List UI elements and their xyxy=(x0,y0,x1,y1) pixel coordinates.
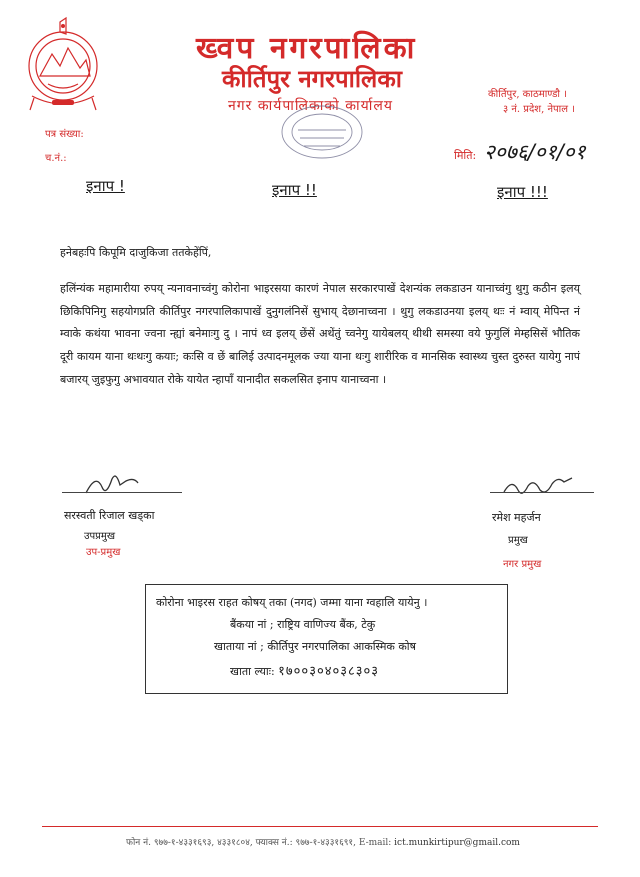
appeal-heading-1: इनाप ! xyxy=(86,177,125,195)
signature-line xyxy=(490,492,594,493)
account-number-label: खाता ल्याः: xyxy=(230,665,275,678)
letterhead-office: नगर कार्यपालिकाको कार्यालय xyxy=(228,98,393,114)
appeal-heading-2: इनाप !! xyxy=(272,181,317,199)
relief-appeal-line: कोरोना भाइरस राहत कोषय् तका (नगद) जम्मा याना ग्वहालि यायेनु । xyxy=(156,596,428,609)
signatory-role: प्रमुख xyxy=(508,535,528,546)
footer-contact xyxy=(126,835,520,848)
reference-number-label: पत्र संख्या: xyxy=(45,129,84,140)
date-value: २०७६/०१/०१ xyxy=(484,140,586,164)
greeting: हनेबहःपि किपूमि दाजुकिजा ततकेहेंपिं, xyxy=(60,246,212,259)
date-label: मिति: xyxy=(454,149,477,162)
address-line-1: कीर्तिपुर, काठमाण्डौ । xyxy=(488,89,567,100)
footer-email: ict.munkirtipur@gmail.com xyxy=(394,838,520,848)
office-stamp-icon xyxy=(262,100,382,164)
letterhead-title-nepali: कीर्तिपुर नगरपालिका xyxy=(222,65,402,93)
bank-name: बैंकया नां ; राष्ट्रिय वाणिज्य बैंक, टेकु xyxy=(230,618,376,631)
signature-deputy-mayor-icon xyxy=(78,467,148,503)
appeal-heading-3: इनाप !!! xyxy=(497,183,548,201)
footer-contact-text: फोन नं. ९७७-१-४३३१६९३, ४३३१८०४, फ्याक्स नं.: ९७७-१-४३३१६९१, E-mail: xyxy=(126,838,395,848)
account-number-row xyxy=(230,661,379,679)
dispatch-number-label: च.नं.: xyxy=(45,153,67,164)
nepal-emblem-icon xyxy=(22,14,104,114)
signatory-role: उपप्रमुख xyxy=(84,531,116,542)
footer-divider xyxy=(42,826,598,827)
address-line-2: ३ नं. प्रदेश, नेपाल । xyxy=(503,104,576,115)
signature-line xyxy=(62,492,182,493)
relief-fund-box xyxy=(145,584,508,694)
signatory-stamp-role: नगर प्रमुख xyxy=(503,559,542,570)
account-number: १७००३०४०३८३०३ xyxy=(278,664,380,679)
signature-mayor-icon xyxy=(498,470,578,504)
signatory-name: सरस्वती रिजाल खड्का xyxy=(64,509,155,522)
signatory-stamp-role: उप-प्रमुख xyxy=(86,547,121,558)
letterhead-title-newari: ख्वप नगरपालिका xyxy=(196,31,418,66)
letter-body: हलिंन्यंक महामारीया रुपय् न्यनावनाच्वंगु कोरोना भाइरसया कारणं नेपाल सरकारपाखें देशन्यंक लकडाउन यानाच्वंगु थुगु कठीन इलय् छिकिपिनिगु सहयोगप्रति कीर्तिपुर नगरपालिकापाखें दुनुगलंनिसें सुभाय् देछानाच्वना । थुगु लकडाउनया इलय् थःः नं म्वाय् मेपिन्त नं म्वाके कथंया भावना ज्वना न्ह्यां बनेमाःगु दु । नापं ध्व इलय् छेंसें अथेंतुं च्वनेगु यायेबलय् थीथी समस्या वये फुगुलिं मेम्हसिसें भौतिक दूरी कायम याना थःथःगु कयाः; कःसि व छें बालिई उत्पादनमूलक ज्या याना थःगु शारीरिक व मानसिक स्वास्थ्य चुस्त दुरुस्त यायेगु नापं बजारय् जुइफुगु अभावयात रोके यायेत न्हापाँ यानादीत सकलसित इनाप यानाच्वना । xyxy=(60,282,580,386)
account-name: खाताया नां ; कीर्तिपुर नगरपालिका आकस्मिक कोष xyxy=(214,640,416,653)
signatory-name: रमेश महर्जन xyxy=(492,511,541,524)
